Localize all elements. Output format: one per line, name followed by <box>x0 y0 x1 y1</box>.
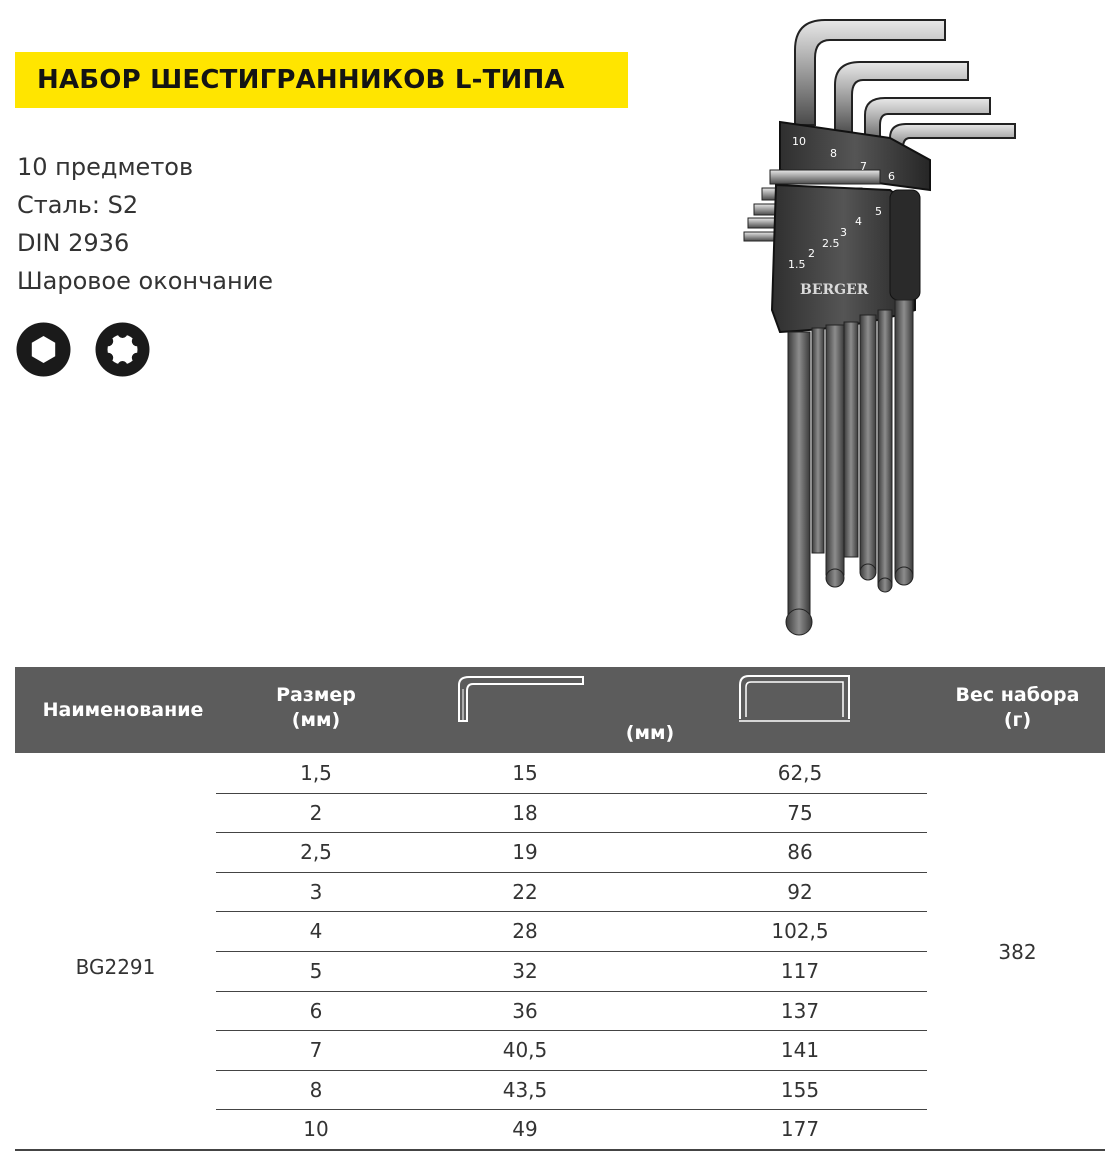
cell-size: 10 <box>303 1117 329 1142</box>
cell-short-arm: 18 <box>512 800 538 825</box>
cell-size: 2,5 <box>300 840 332 865</box>
cell-short-arm: 22 <box>512 879 538 904</box>
title-banner <box>15 52 628 108</box>
brand-logo: BERGER <box>800 282 869 298</box>
cell-short-arm: 15 <box>512 761 538 785</box>
cell-size: 4 <box>309 919 323 944</box>
size-mark-6: 6 <box>888 170 895 183</box>
tip-type-icons <box>16 322 150 377</box>
cell-long-arm: 86 <box>787 840 813 865</box>
cell-long-arm: 62,5 <box>777 761 823 785</box>
size-mark-7: 7 <box>860 160 867 173</box>
size-mark-10: 10 <box>792 135 806 148</box>
cell-long-arm: 155 <box>780 1077 820 1102</box>
table-row <box>15 832 1105 872</box>
cell-size: 5 <box>309 959 323 983</box>
size-mark-2: 2 <box>808 247 815 260</box>
spec-list <box>17 148 273 300</box>
cell-long-arm: 75 <box>787 800 813 825</box>
cell-size: 2 <box>309 800 323 825</box>
cell-long-arm: 177 <box>780 1117 820 1142</box>
cell-long-arm: 102,5 <box>771 919 829 944</box>
table-row <box>15 1030 1105 1070</box>
spec-item-steel: Сталь: S2 <box>17 191 139 219</box>
cell-short-arm: 36 <box>512 998 538 1023</box>
spec-item-ball-end: Шаровое окончание <box>17 267 274 295</box>
spec-item-standard: DIN 2936 <box>17 229 130 257</box>
page-title: НАБОР ШЕСТИГРАННИКОВ L-ТИПА <box>37 65 565 95</box>
cell-long-arm: 137 <box>780 998 820 1023</box>
product-code: BG2291 <box>75 955 156 979</box>
table-bottom-border <box>15 1149 1105 1151</box>
size-mark-1-5: 1.5 <box>788 258 806 271</box>
size-mark-8: 8 <box>830 147 837 160</box>
cell-size: 7 <box>309 1038 323 1063</box>
table-row <box>15 872 1105 912</box>
size-mark-2-5: 2.5 <box>822 237 840 250</box>
header-units: (мм) <box>625 722 675 744</box>
cell-long-arm: 92 <box>787 879 813 904</box>
set-weight: 382 <box>998 940 1037 964</box>
cell-short-arm: 40,5 <box>502 1038 548 1063</box>
size-mark-3: 3 <box>840 226 847 239</box>
table-header <box>15 667 1105 753</box>
cell-size: 1,5 <box>300 761 332 785</box>
hex-socket-icon <box>16 322 71 377</box>
header-size: Размер (мм) <box>276 684 356 731</box>
cell-long-arm: 141 <box>780 1038 820 1063</box>
header-name: Наименование <box>42 699 204 721</box>
cell-short-arm: 32 <box>512 959 538 983</box>
cell-size: 8 <box>309 1077 323 1102</box>
table-row <box>15 1109 1105 1149</box>
cell-long-arm: 117 <box>780 959 820 983</box>
table-row <box>15 793 1105 833</box>
cell-size: 3 <box>309 879 323 904</box>
size-mark-5: 5 <box>875 205 882 218</box>
spec-item-count: 10 предметов <box>17 153 194 181</box>
hex-key-set-illustration <box>740 10 1040 640</box>
cell-short-arm: 28 <box>512 919 538 944</box>
cell-short-arm: 19 <box>512 840 538 865</box>
cell-short-arm: 49 <box>512 1117 538 1142</box>
table-row <box>15 1070 1105 1110</box>
table-row <box>15 753 1105 793</box>
long-arm-length-icon <box>737 673 852 727</box>
cell-size: 6 <box>309 998 323 1023</box>
ball-hex-icon <box>95 322 150 377</box>
short-arm-length-icon <box>455 675 590 723</box>
header-weight: Вес набора (г) <box>955 684 1080 731</box>
table-row <box>15 991 1105 1031</box>
cell-short-arm: 43,5 <box>502 1077 548 1102</box>
size-mark-4: 4 <box>855 215 862 228</box>
product-image <box>740 10 1040 640</box>
